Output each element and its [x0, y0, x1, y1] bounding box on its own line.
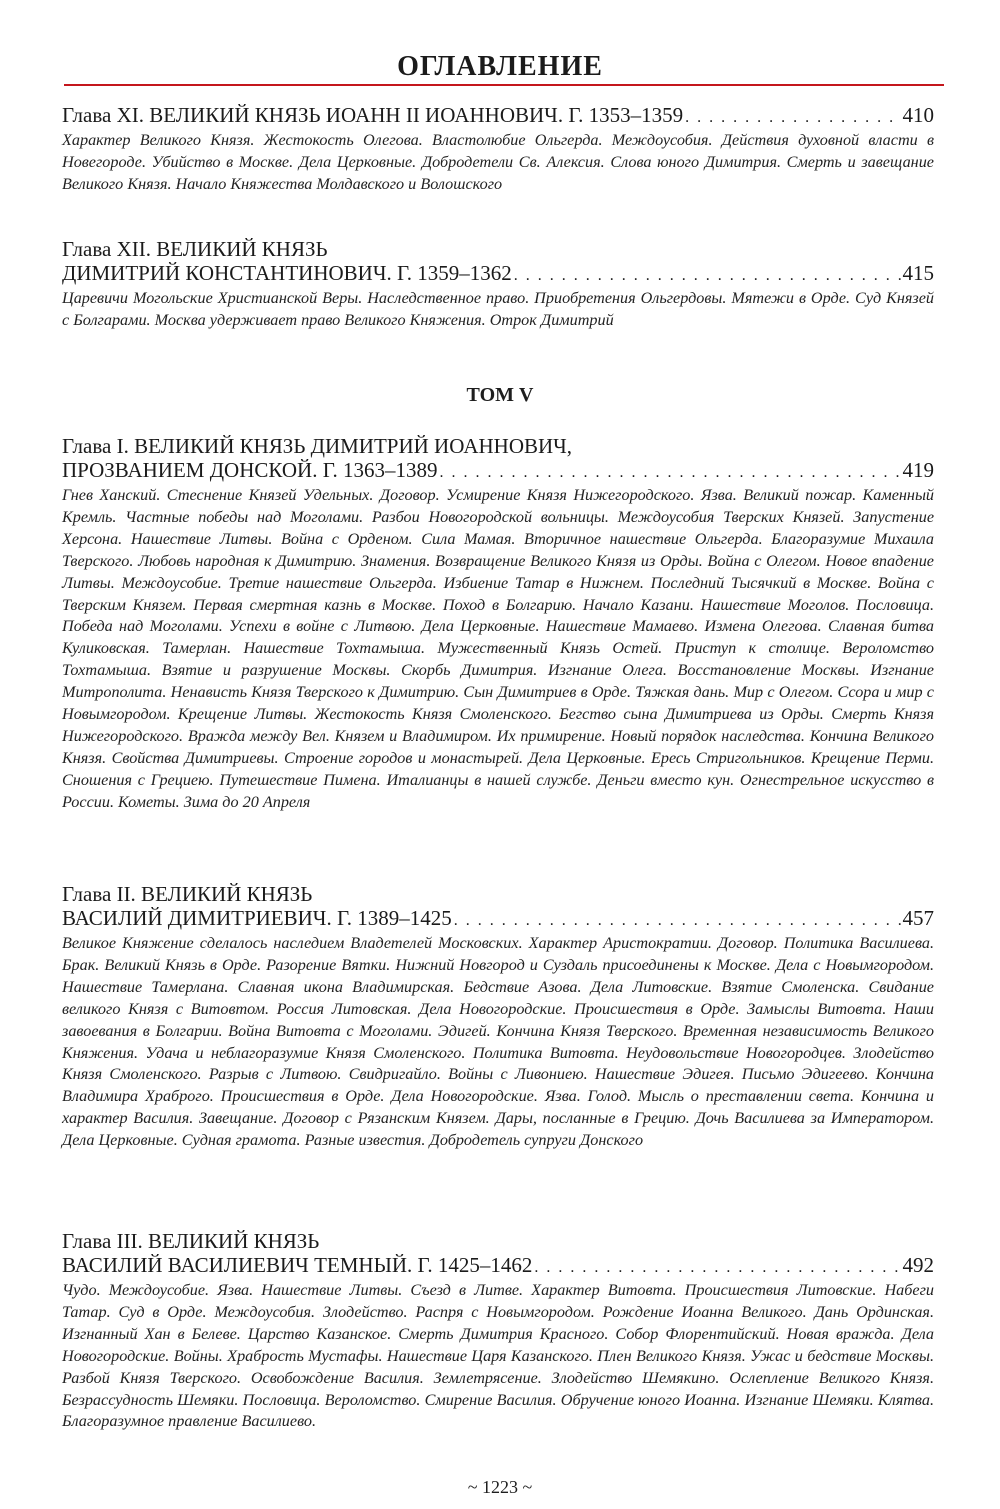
chapter-summary: Чудо. Междоусобие. Язва. Нашествие Литвы. Съезд в Литве. Характер Витовта. Происшествия Литовские. Набеги Татар. Суд в Орде. Междоусобия. Злодейство. Распря с Новымгородом. Рождение Иоанна Великого. Дань Ординская. Изгнанный Хан в Белеве. Царство Казанское. Смерть Димитрия Красного. Собор Флорентийский. Новая вражда. Дела Новогородские. Войны. Храбрость Мустафы. Нашествие Царя Казанского. Плен Великого Князя. Ужас и бедствие Москвы. Разбой Князя Тверского. Освобождение Василия. Землетрясение. Злодейство Шемякино. Ослепление Великого Князя. Безрассудность Шемяки. Пословица. Вероломство. Смирение Василия. Обручение юного Иоанна. Изгнание Шемяки. Клятва. Благоразумное правление Василиево. — [62, 1281, 934, 1431]
dot-leader — [439, 461, 900, 485]
dot-leader — [454, 909, 901, 933]
chapter-title-line-1: Глава II. ВЕЛИКИЙ КНЯЗЬ — [62, 882, 313, 906]
toc-entry-volume5-chapter-1 — [62, 434, 934, 814]
chapter-heading — [62, 882, 934, 933]
title-divider — [64, 84, 944, 86]
chapter-title-line-1: Глава III. ВЕЛИКИЙ КНЯЗЬ — [62, 1229, 320, 1253]
chapter-heading — [62, 103, 934, 130]
dot-leader — [534, 1256, 900, 1280]
toc-entry-chapter-12 — [62, 237, 934, 332]
toc-entry-chapter-11 — [62, 103, 934, 196]
page-title: ОГЛАВЛЕНИЕ — [397, 51, 603, 82]
page-number: 419 — [902, 458, 934, 482]
chapter-title: Глава XI. ВЕЛИКИЙ КНЯЗЬ ИОАНН II ИОАННОВИЧ. Г. 1353–1359 — [62, 103, 684, 127]
toc-entry-volume5-chapter-3 — [62, 1229, 934, 1433]
chapter-title-line-1: Глава XII. ВЕЛИКИЙ КНЯЗЬ — [62, 237, 328, 261]
page-number: 457 — [902, 906, 934, 930]
volume-heading: ТОМ V — [466, 384, 534, 406]
page-number: 492 — [902, 1253, 934, 1277]
chapter-title-line-2: ВАСИЛИЙ ВАСИЛИЕВИЧ ТЕМНЫЙ. Г. 1425–1462 — [62, 1253, 533, 1277]
chapter-heading — [62, 1229, 934, 1280]
page-number: 415 — [902, 261, 934, 285]
chapter-title-line-2: ПРОЗВАНИЕМ ДОНСКОЙ. Г. 1363–1389 — [62, 458, 438, 482]
chapter-heading — [62, 237, 934, 288]
chapter-summary: Гнев Ханский. Стеснение Князей Удельных. Договор. Усмирение Князя Нижегородского. Язва. Великий пожар. Каменный Кремль. Частные победы над Моголами. Разбои Новогородской вольницы. Междоусобия Тверских Князей. Запустение Херсона. Нашествие Литвы. Война с Орденом. Сила Мамая. Вторичное нашествие Ольгерда. Благоразумие Михаила Тверского. Любовь народная к Димитрию. Знамения. Возвращение Великого Князя из Орды. Война с Олегом. Новое впадение Литвы. Междоусобие. Третие нашествие Ольгерда. Избиение Татар в Нижнем. Последний Тысячкий в Москве. Война с Тверским Князем. Первая смертная казнь в Москве. Поход в Болгарию. Начало Казани. Нашествие Моголов. Пословица. Победа над Моголами. Успехи в войне с Литвою. Дела Церковные. Нашествие Мамаево. Измена Олегова. Славная битва Куликовская. Тамерлан. Нашествие Тохтамыша. Мужественный Князь Остей. Приступ к столице. Вероломство Тохтамыша. Взятие и разрушение Москвы. Скорбь Димитрия. Изгнание Олега. Восстановление Москвы. Изгнание Митрополита. Ненависть Князя Тверского к Димитрию. Сын Димитриев в Орде. Тяжкая дань. Мир с Олегом. Ссора и мир с Новымгородом. Крещение Литвы. Жестокость Князя Смоленского. Бегство сына Димитриева из Орды. Смерть Князя Нижегородского. Вражда между Вел. Князем и Владимиром. Их примирение. Новый порядок наследства. Кончина Великого Князя. Свойства Димитриевы. Строение городов и монастырей. Дела Церковные. Ересь Стригольников. Крещение Перми. Сношения с Грециею. Путешествие Пимена. Италианцы в нашей службе. Деньги вместо кун. Огнестрельное искусство в России. Кометы. Зима до 20 Апреля — [62, 486, 934, 811]
dot-leader — [514, 264, 901, 288]
chapter-title-line-2: ДИМИТРИЙ КОНСТАНТИНОВИЧ. Г. 1359–1362 — [62, 261, 512, 285]
page-number: 410 — [902, 103, 934, 127]
toc-entry-volume5-chapter-2 — [62, 882, 934, 1152]
chapter-title-line-1: Глава I. ВЕЛИКИЙ КНЯЗЬ ДИМИТРИЙ ИОАННОВИЧ, — [62, 434, 573, 458]
chapter-summary: Великое Княжение сделалось наследием Владетелей Московских. Характер Аристократии. Договор. Политика Василиева. Брак. Великий Князь в Орде. Разорение Вятки. Нижний Новгород и Суздаль присоединены к Москве. Дела с Новымгородом. Нашествие Тамерлана. Славная икона Владимирская. Бедствие Азова. Дела Литовские. Взятие Смоленска. Свидание великого Князя с Витовтом. Россия Литовская. Дела Новогородские. Происшествия в Орде. Замыслы Витовта. Наши завоевания в Болгарии. Война Витовта с Моголами. Эдигей. Кончина Князя Тверского. Временная независимость Великого Княжения. Удача и неблагоразумие Князя Смоленского. Политика Витовта. Неудовольствие Новогородцев. Злодейство Князя Смоленского. Разрыв с Литвою. Свидригайло. Войны с Ливониею. Нашествие Эдигея. Письмо Эдигеево. Кончина Владимира Храброго. Происшествия в Орде. Дела Новогородские. Язва. Голод. Мысль о преставлении света. Кончина и характер Василия. Завещание. Договор с Рязанским Князем. Дары, посланные в Грецию. Дочь Василиева за Императором. Дела Церковные. Судная грамота. Разные известия. Добродетель супруги Донского — [62, 934, 934, 1150]
page-footer-number: ~ 1223 ~ — [467, 1477, 533, 1497]
chapter-summary: Характер Великого Князя. Жестокость Олегова. Властолюбие Ольгерда. Междоусобия. Действия духовной власти в Новегороде. Убийство в Москве. Дела Церковные. Добродетели Св. Алексия. Слова юного Димитрия. Смерть и завещание Великого Князя. Начало Княжества Молдавского и Волошского — [62, 131, 934, 193]
chapter-heading — [62, 434, 934, 485]
dot-leader — [685, 106, 900, 130]
chapter-summary: Царевичи Могольские Христианской Веры. Наследственное право. Приобретения Ольгердовы. Мятежи в Орде. Суд Князей с Болгарами. Москва удерживает право Великого Княжения. Отрок Димитрий — [62, 289, 934, 329]
chapter-title-line-2: ВАСИЛИЙ ДИМИТРИЕВИЧ. Г. 1389–1425 — [62, 906, 452, 930]
